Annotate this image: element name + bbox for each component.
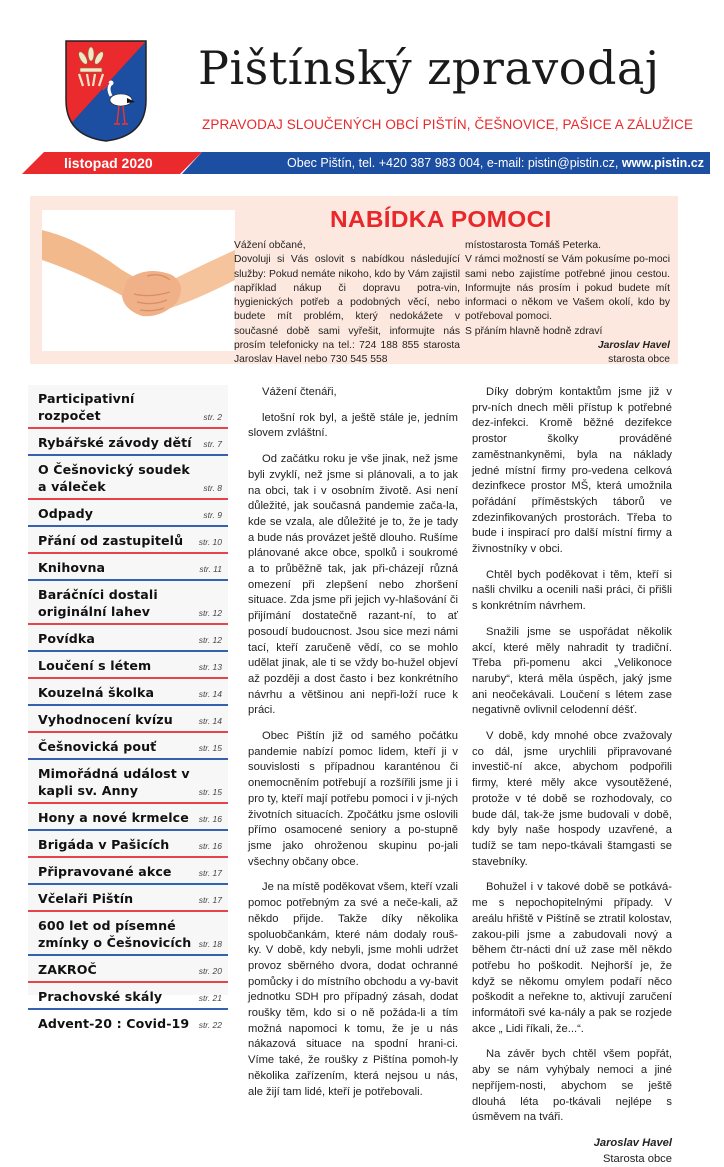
toc-item[interactable] — [28, 500, 228, 527]
toc-item[interactable] — [28, 429, 228, 456]
toc-item-title: 600 let od písemné zmínky o Češnovicích — [38, 918, 192, 950]
website-link[interactable]: www.pistin.cz — [621, 156, 704, 170]
contact-details: Obec Pištín, tel. +420 387 983 004, e-mail: pistin@pistin.cz, — [287, 156, 619, 170]
toc-item-page: str. 15 — [198, 743, 222, 753]
toc-item-page: str. 14 — [198, 716, 222, 726]
toc-item[interactable] — [28, 652, 228, 679]
toc-item[interactable] — [28, 554, 228, 581]
toc-item[interactable] — [28, 581, 228, 625]
help-text-column-2 — [465, 239, 670, 368]
article-paragraph: Obec Pištín již od samého počátku pandemie nabízí pomoc lidem, kteří ji v souvislosti s případnou karanténou či onemocněním potřebují a rozšířili jsme ji i pro ty, kteří mají potřebu pomoci i v ji-ných životních situacích. Zpočátku jsme oslovili přímo osamocené seniory a po-stupně jsme jako ohroženou skupinu po-jali všechny občany obce. — [248, 730, 458, 868]
article-paragraph: V době, kdy mnohé obce zvažovaly co dál, jsme urychlili připravované investič-ní akce, abychom podpořili firmy, které měly akce vysoutěžené, protože v té době se rozhodovaly, co bude dál, tak-že jsme budovali v době, kdy byly naše hospody uzavřené, a tudíž se tam nepo-tkávali štamgasti se stavebníky. — [472, 730, 672, 868]
toc-item[interactable] — [28, 1010, 228, 1035]
help-paragraph: V rámci možností se Vám pokusíme po-moci sami nebo zajistíme potřebné jinou cestou. Informujte nás prosím i pokud budete mít informaci o někom ve Vašem okolí, kdo by potřeboval pomoci. — [465, 254, 670, 323]
toc-item-page: str. 10 — [198, 537, 222, 547]
help-greeting: Vážení občané, — [234, 240, 306, 251]
toc-item-title: Připravované akce — [38, 864, 172, 879]
toc-item-title: Hony a nové krmelce — [38, 810, 189, 825]
toc-item-title: Mimořádná událost v kapli sv. Anny — [38, 766, 190, 798]
toc-item-page: str. 16 — [198, 841, 222, 851]
toc-item-page: str. 15 — [198, 787, 222, 797]
toc-item[interactable] — [28, 385, 228, 429]
toc-item-page: str. 21 — [198, 993, 222, 1003]
article-paragraph: Bohužel i v takové době se potkává-me s nepochopitelnými případy. V areálu hřiště v Pištíně se ztratil kolostav, zakou-pili jsme a zabudovali nový a během čtr-nácti dní už zase měl někdo potřebu ho poškodit. Nejhorší je, že když se někomu omylem podaří něco poškodit a neřekne to, aktivují zaručení informátoři své ka-nály a pak se rozjede akce „ Lidi říkali, že...“. — [472, 881, 672, 1035]
handshake-photo — [42, 210, 235, 351]
toc-item-title: Povídka — [38, 631, 95, 646]
issue-date: listopad 2020 — [64, 155, 153, 171]
toc-item-title: Participativní rozpočet — [38, 391, 135, 423]
toc-item-page: str. 7 — [203, 439, 222, 449]
toc-item-page: str. 2 — [203, 412, 222, 422]
toc-item[interactable] — [28, 679, 228, 706]
article-paragraph: Díky dobrým kontaktům jsme již v prv-ních dnech měli přístup k potřebné dez-infekci. Kromě běžné dezifekce prostor školky prováděné zaměstnankyněmi, byla na náklady jedné místní firmy pro-vedena celková dezinfkece prostor MŠ, která umožnila pořádání příměstských táborů ve zdezinfikovaných prostorách. Třeba to bude i inspirací pro další místní firmy a živnostníky v obci. — [472, 386, 672, 556]
toc-item-title: Vyhodnocení kvízu — [38, 712, 173, 727]
article-paragraph: Chtěl bych poděkovat i těm, kteří si našli chvilku a ocenili naši práci, či přišli s konkrétním návrhem. — [472, 568, 672, 613]
help-text-column-1 — [234, 239, 460, 368]
toc-item[interactable] — [28, 625, 228, 652]
toc-item-title: Prachovské skály — [38, 989, 163, 1004]
toc-item-page: str. 18 — [198, 939, 222, 949]
toc-item[interactable] — [28, 858, 228, 885]
toc-item-title: Loučení s létem — [38, 658, 152, 673]
article-column-right — [472, 385, 672, 1167]
toc-item-page: str. 12 — [198, 608, 222, 618]
article-signature-name: Jaroslav Havel — [593, 1136, 672, 1149]
article-paragraph: Je na místě poděkovat všem, kteří vzali pomoc potřebným za své a neče-kali, až někdo přijde. Takže díky několika spoluobčankám, které nám dodaly rouš-ky. V době, kdy nebyli, jsme mohli udržet provoz sběrného dvora, dodat ochranné pomůcky i do místního obchodu a vy-bavit jednotku SDH pro případný zásah, dodat roušky těm, kdo si o ně požáda-li a tím možná napomoci k tomu, že je u nás nákazová situace na spodní hrani-ci. Víme také, že roušky z Pištína pomoh-ly několika zařízením, která nejsou u nás, ale žijí tam lidé, kteří je potřebovali. — [248, 881, 458, 1098]
toc-item-title: Kouzelná školka — [38, 685, 155, 700]
toc-item-title: Rybářské závody dětí — [38, 435, 192, 450]
toc-item-page: str. 13 — [198, 662, 222, 672]
toc-item[interactable] — [28, 983, 228, 1010]
newsletter-subtitle: ZPRAVODAJ SLOUČENÝCH OBCÍ PIŠTÍN, ČEŠNOVICE, PAŠICE A ZÁLUŽICE — [202, 117, 694, 132]
toc-item[interactable] — [28, 831, 228, 858]
table-of-contents — [28, 385, 228, 1031]
toc-item[interactable] — [28, 912, 228, 956]
help-closing: S přáním hlavně hodně zdraví — [465, 325, 603, 337]
toc-item-title: Advent-20 : Covid-19 — [38, 1016, 190, 1031]
article-salutation: Vážení čtenáři, — [262, 386, 337, 398]
toc-item-page: str. 22 — [198, 1020, 222, 1030]
toc-item[interactable] — [28, 527, 228, 554]
article-column-middle — [248, 385, 458, 1110]
toc-item-page: str. 17 — [198, 895, 222, 905]
article-paragraph: letošní rok byl, a ještě stále je, jedním slovem zvláštní. — [248, 411, 458, 440]
help-signature-role: starosta obce — [608, 354, 670, 366]
newsletter-title: Pištínský zpravodaj — [198, 41, 660, 95]
toc-item-page: str. 12 — [198, 635, 222, 645]
toc-item-page: str. 9 — [203, 510, 222, 520]
toc-item[interactable] — [28, 456, 228, 500]
article-paragraph: Na závěr bych chtěl všem popřát, aby se nám vyhýbaly nemoci a jiné nepříjem-nosti, abychom se ještě dlouhá léta po-tkávali nejlépe s úsměvem na tváři. — [472, 1048, 672, 1124]
toc-item-title: O Češnovický soudek a váleček — [38, 462, 190, 494]
toc-item-page: str. 16 — [198, 814, 222, 824]
toc-item-title: ZAKROČ — [38, 962, 97, 977]
toc-item-title: Knihovna — [38, 560, 106, 575]
toc-item[interactable] — [28, 885, 228, 912]
toc-item-page: str. 17 — [198, 868, 222, 878]
toc-item-title: Brigáda v Pašicích — [38, 837, 170, 852]
article-signature-role: Starosta obce — [602, 1152, 672, 1165]
toc-item-title: Odpady — [38, 506, 94, 521]
help-box-title: NABÍDKA POMOCI — [330, 206, 552, 232]
toc-item[interactable] — [28, 760, 228, 804]
toc-item[interactable] — [28, 733, 228, 760]
toc-item-page: str. 14 — [198, 689, 222, 699]
article-paragraph: Snažili jsme se uspořádat několik akcí, které měly nahradit ty tradiční. Třeba při-pomenu akci „Velikonoce naruby“, která měla úspěch, jaký jsme ani neočekávali. Loučení s létem zase negativně ovlivnil celodenní déšť. — [472, 625, 672, 717]
toc-item-page: str. 8 — [203, 483, 222, 493]
toc-item-page: str. 11 — [199, 564, 222, 574]
toc-item-title: Přání od zastupitelů — [38, 533, 184, 548]
toc-item-title: Češnovická pouť — [38, 739, 157, 754]
toc-item[interactable] — [28, 706, 228, 733]
toc-item[interactable] — [28, 956, 228, 983]
toc-item-title: Baráčníci dostali originální lahev — [38, 587, 158, 619]
contact-info — [287, 156, 704, 170]
toc-item[interactable] — [28, 804, 228, 831]
issue-banner — [22, 152, 710, 174]
municipal-coat-of-arms-icon — [65, 40, 147, 142]
help-paragraph: Dovoluji si Vás oslovit s nabídkou následující služby: Pokud nemáte nikoho, kdo by Vám zajistil například nákup či dopravu potra-vin, hygienických potřeb a podobných věcí, nebo budete mít problém, který nedokážete v současné době sami vyřešit, informujte nás prosím telefonicky na tel.: 724 188 855 starosta Jaroslav Havel nebo 730 545 558 — [234, 254, 460, 366]
toc-item-title: Včelaři Pištín — [38, 891, 134, 906]
help-signature-name: Jaroslav Havel — [597, 340, 670, 352]
article-paragraph: Od začátku roku je vše jinak, než jsme byli zvyklí, než jsme si plánovali, a to jak na obci, tak i v osobním životě. Asi není důležité, jak současná pandemie zača-la, kde se vzala, ale důležité je to, že je tady a bude nás provázet ještě dlouho. Rušíme plánované akce obce, spolků i soukromé a to průběžně tak, jak při-cházejí různá omezení při zlepšení nebo zhoršení situace. Zda jsme při jejich vy-hlašování či přijímání dostatečně razant-ní, to ať posoudí budoucnost. Jsou sice mezi námi tací, kteří zaručeně vědí, co se mohlo udělat jinak, ale ti se vždy bo-hužel objeví až později a dost často i bez konkrétního návrhu a většinou ani nepři-loží ruce k práci. — [248, 453, 458, 717]
toc-item-page: str. 20 — [198, 966, 222, 976]
help-paragraph: místostarosta Tomáš Peterka. — [465, 240, 602, 251]
